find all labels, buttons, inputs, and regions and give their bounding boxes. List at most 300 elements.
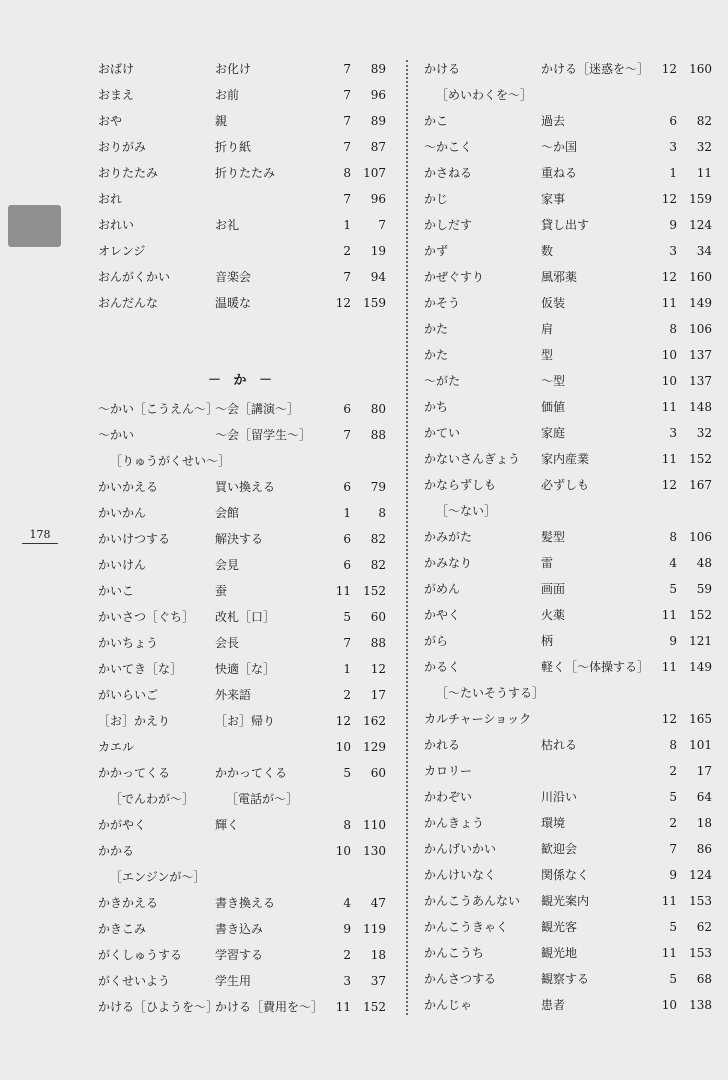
entry-kanji: 蚕	[215, 584, 228, 598]
index-entry	[424, 602, 712, 628]
entry-reading: かこ	[424, 114, 449, 128]
entry-reading: がめん	[424, 582, 461, 596]
entry-reading: ～かい［こうえん～］	[98, 402, 219, 416]
entry-kanji: 仮装	[541, 296, 566, 310]
entry-lesson: 1	[343, 662, 351, 676]
index-entry	[424, 940, 712, 966]
entry-page: 18	[370, 948, 386, 962]
entry-page: 107	[363, 166, 386, 180]
entry-reading: かた	[424, 348, 449, 362]
entry-lesson: 6	[669, 114, 677, 128]
entry-lesson: 5	[343, 766, 351, 780]
entry-reading: かた	[424, 322, 449, 336]
entry-page: 88	[370, 428, 386, 442]
entry-reading: かける［ひようを～］	[98, 1000, 219, 1014]
entry-lesson: 9	[343, 922, 351, 936]
entry-kanji: 改札［口］	[215, 610, 276, 624]
entry-page: 160	[689, 62, 712, 76]
entry-reading: かず	[424, 244, 449, 258]
left-column	[98, 56, 386, 1020]
entry-reading: かんさつする	[424, 972, 497, 986]
index-entry	[424, 550, 712, 576]
index-entry	[424, 394, 712, 420]
entry-page: 64	[696, 790, 712, 804]
entry-page: 68	[696, 972, 712, 986]
entry-lesson: 7	[343, 114, 351, 128]
entry-kanji: かける［費用を～］	[215, 1000, 324, 1014]
entry-reading: かいかん	[98, 506, 147, 520]
entry-kanji: 観光案内	[541, 894, 590, 908]
index-entry	[98, 630, 386, 656]
index-entry	[98, 108, 386, 134]
index-entry	[424, 56, 712, 82]
index-tab	[8, 205, 61, 247]
index-entry	[98, 968, 386, 994]
entry-reading: かんきょう	[424, 816, 485, 830]
entry-lesson: 9	[669, 218, 677, 232]
entry-page: 130	[363, 844, 386, 858]
entry-lesson: 12	[335, 714, 351, 728]
index-entry	[98, 134, 386, 160]
entry-kanji: 会長	[215, 636, 240, 650]
index-entry	[98, 238, 386, 264]
column-divider	[406, 60, 408, 1015]
entry-lesson: 3	[669, 426, 677, 440]
entry-lesson: 12	[335, 296, 351, 310]
entry-lesson: 10	[661, 374, 677, 388]
entry-page: 110	[363, 818, 386, 832]
index-entry	[98, 760, 386, 786]
entry-reading-note: ［～ない］	[436, 504, 497, 518]
index-entry	[98, 838, 386, 864]
entry-kanji: 患者	[541, 998, 566, 1012]
entry-kanji: 環境	[541, 816, 566, 830]
entry-reading: かいけん	[98, 558, 147, 572]
entry-reading: おんがくかい	[98, 270, 171, 284]
index-entry	[98, 864, 386, 890]
entry-kanji: 軽く［～体操する］	[541, 660, 650, 674]
entry-page: 17	[696, 764, 712, 778]
entry-lesson: 9	[669, 634, 677, 648]
index-entry	[98, 396, 386, 422]
entry-reading: かち	[424, 400, 449, 414]
entry-reading: かならずしも	[424, 478, 497, 492]
index-entry	[98, 734, 386, 760]
section-heading-ka: － か －	[207, 373, 277, 388]
entry-reading: かんこうきゃく	[424, 920, 509, 934]
index-entry	[98, 160, 386, 186]
index-entry	[424, 966, 712, 992]
entry-kanji: 過去	[541, 114, 566, 128]
entry-lesson: 3	[669, 140, 677, 154]
entry-page: 149	[689, 296, 712, 310]
entry-page: 96	[370, 192, 386, 206]
entry-kanji: ～型	[541, 374, 566, 388]
index-entry	[98, 526, 386, 552]
entry-reading: かしだす	[424, 218, 473, 232]
entry-lesson: 3	[669, 244, 677, 258]
entry-lesson: 12	[661, 192, 677, 206]
entry-kanji: 型	[541, 348, 554, 362]
entry-reading: カエル	[98, 740, 135, 754]
entry-lesson: 5	[343, 610, 351, 624]
entry-reading: ～がた	[424, 374, 461, 388]
entry-kanji: 家事	[541, 192, 566, 206]
entry-kanji: 温暖な	[215, 296, 252, 310]
entry-kanji: 折りたたみ	[215, 166, 276, 180]
entry-lesson: 12	[661, 62, 677, 76]
entry-kanji: 書き換える	[215, 896, 276, 910]
index-entry	[424, 316, 712, 342]
entry-lesson: 12	[661, 478, 677, 492]
entry-page: 137	[689, 374, 712, 388]
entry-lesson: 8	[669, 530, 677, 544]
page-number: 178	[22, 528, 58, 544]
index-entry	[424, 212, 712, 238]
entry-page: 80	[370, 402, 386, 416]
entry-page: 7	[378, 218, 386, 232]
entry-lesson: 7	[343, 428, 351, 442]
entry-kanji: 貸し出す	[541, 218, 590, 232]
entry-reading: ［お］かえり	[98, 714, 171, 728]
entry-kanji: 観察する	[541, 972, 590, 986]
index-entry	[424, 82, 712, 108]
entry-page: 149	[689, 660, 712, 674]
entry-lesson: 11	[661, 660, 677, 674]
index-entry	[424, 992, 712, 1018]
entry-lesson: 11	[335, 1000, 351, 1014]
entry-reading: かみなり	[424, 556, 473, 570]
entry-page: 82	[696, 114, 712, 128]
entry-lesson: 10	[335, 740, 351, 754]
entry-lesson: 6	[343, 480, 351, 494]
entry-lesson: 6	[343, 532, 351, 546]
index-entry	[424, 862, 712, 888]
index-entry	[98, 500, 386, 526]
entry-reading: ～かこく	[424, 140, 473, 154]
entry-lesson: 2	[343, 244, 351, 258]
entry-lesson: 11	[661, 452, 677, 466]
index-entry	[98, 82, 386, 108]
index-entry	[98, 474, 386, 500]
entry-page: 121	[689, 634, 712, 648]
index-entry	[98, 552, 386, 578]
index-entry	[98, 708, 386, 734]
entry-kanji: かける［迷惑を～］	[541, 62, 650, 76]
entry-kanji: 重ねる	[541, 166, 578, 180]
entry-reading: かいちょう	[98, 636, 159, 650]
entry-page: 124	[689, 868, 712, 882]
entry-lesson: 1	[669, 166, 677, 180]
entry-page: 96	[370, 88, 386, 102]
entry-page: 88	[370, 636, 386, 650]
entry-reading: がくせいよう	[98, 974, 171, 988]
entry-page: 153	[689, 946, 712, 960]
entry-kanji: お前	[215, 88, 240, 102]
entry-reading: かぜぐすり	[424, 270, 485, 284]
entry-lesson: 6	[343, 402, 351, 416]
entry-lesson: 11	[661, 400, 677, 414]
entry-kanji: 学生用	[215, 974, 252, 988]
entry-page: 82	[370, 558, 386, 572]
entry-kanji-note: ［電話が～］	[226, 792, 299, 806]
entry-reading: かみがた	[424, 530, 473, 544]
entry-reading: カルチャーショック	[424, 712, 532, 726]
entry-page: 79	[370, 480, 386, 494]
index-entry	[424, 914, 712, 940]
index-entry	[98, 290, 386, 316]
entry-reading: かいかえる	[98, 480, 159, 494]
entry-kanji: 書き込み	[215, 922, 264, 936]
left-entries-ka	[98, 396, 386, 1020]
entry-reading: かるく	[424, 660, 461, 674]
index-entry	[424, 784, 712, 810]
index-entry	[424, 420, 712, 446]
entry-kanji: お化け	[215, 62, 252, 76]
entry-page: 8	[378, 506, 386, 520]
entry-reading: かやく	[424, 608, 461, 622]
index-entry	[424, 238, 712, 264]
index-entry	[424, 758, 712, 784]
index-entry	[98, 786, 386, 812]
entry-page: 82	[370, 532, 386, 546]
index-entry	[98, 942, 386, 968]
index-entry	[424, 888, 712, 914]
entry-lesson: 7	[343, 192, 351, 206]
entry-lesson: 11	[661, 946, 677, 960]
entry-page: 106	[689, 322, 712, 336]
entry-kanji: 枯れる	[541, 738, 578, 752]
entry-reading: おれ	[98, 192, 123, 206]
index-entry	[424, 576, 712, 602]
entry-lesson: 5	[669, 920, 677, 934]
index-entry	[98, 812, 386, 838]
entry-reading: かそう	[424, 296, 461, 310]
entry-lesson: 12	[661, 712, 677, 726]
entry-reading: かける	[424, 62, 461, 76]
entry-kanji: 学習する	[215, 948, 264, 962]
entry-reading-note: ［めいわくを～］	[436, 88, 533, 102]
entry-lesson: 7	[343, 62, 351, 76]
entry-reading: かてい	[424, 426, 461, 440]
entry-lesson: 4	[669, 556, 677, 570]
entry-page: 18	[696, 816, 712, 830]
index-entry	[424, 498, 712, 524]
index-entry	[424, 186, 712, 212]
entry-reading-note: ［エンジンが～］	[110, 870, 206, 884]
index-entry	[424, 680, 712, 706]
entry-page: 12	[370, 662, 386, 676]
entry-reading: かわぞい	[424, 790, 473, 804]
entry-page: 62	[696, 920, 712, 934]
entry-lesson: 2	[343, 688, 351, 702]
entry-reading: かかる	[98, 844, 135, 858]
entry-page: 47	[370, 896, 386, 910]
index-entry	[98, 916, 386, 942]
entry-lesson: 8	[343, 818, 351, 832]
entry-reading: かいてき［な］	[98, 662, 183, 676]
index-entry	[424, 654, 712, 680]
entry-reading: おんだんな	[98, 296, 159, 310]
entry-reading: がら	[424, 634, 449, 648]
entry-reading: かんけいなく	[424, 868, 497, 882]
entry-reading: かんじゃ	[424, 998, 473, 1012]
entry-reading: おばけ	[98, 62, 135, 76]
entry-lesson: 7	[669, 842, 677, 856]
entry-reading: かんげいかい	[424, 842, 497, 856]
entry-reading: かじ	[424, 192, 449, 206]
entry-page: 162	[363, 714, 386, 728]
index-entry	[98, 422, 386, 448]
entry-kanji: ～会［講演～］	[215, 402, 300, 416]
entry-lesson: 11	[335, 584, 351, 598]
entry-kanji: 買い換える	[215, 480, 276, 494]
entry-page: 17	[370, 688, 386, 702]
entry-kanji: 解決する	[215, 532, 264, 546]
entry-lesson: 7	[343, 636, 351, 650]
index-entry	[424, 160, 712, 186]
entry-reading: かいさつ［ぐち］	[98, 610, 195, 624]
entry-lesson: 5	[669, 972, 677, 986]
index-entry	[98, 264, 386, 290]
entry-kanji: 価値	[541, 400, 566, 414]
entry-page: 48	[696, 556, 712, 570]
entry-page: 59	[696, 582, 712, 596]
entry-reading: ～かい	[98, 428, 135, 442]
entry-reading: かかってくる	[98, 766, 171, 780]
entry-reading: かいけつする	[98, 532, 171, 546]
index-entry	[424, 342, 712, 368]
entry-page: 152	[689, 608, 712, 622]
entry-page: 60	[370, 766, 386, 780]
entry-reading: かいこ	[98, 584, 135, 598]
entry-lesson: 4	[343, 896, 351, 910]
entry-lesson: 2	[669, 816, 677, 830]
entry-lesson: 1	[343, 506, 351, 520]
entry-page: 138	[689, 998, 712, 1012]
entry-lesson: 5	[669, 582, 677, 596]
entry-kanji: 親	[215, 114, 228, 128]
entry-kanji: 雷	[541, 556, 554, 570]
entry-page: 152	[689, 452, 712, 466]
entry-page: 89	[370, 114, 386, 128]
entry-page: 137	[689, 348, 712, 362]
entry-kanji: 肩	[541, 322, 554, 336]
entry-reading: がくしゅうする	[98, 948, 183, 962]
index-entry	[98, 890, 386, 916]
entry-kanji: 家庭	[541, 426, 566, 440]
index-entry	[424, 264, 712, 290]
entry-kanji: お礼	[215, 218, 240, 232]
entry-lesson: 8	[669, 738, 677, 752]
entry-page: 160	[689, 270, 712, 284]
right-entries	[424, 56, 712, 1018]
entry-page: 11	[696, 166, 712, 180]
entry-reading: かんこうち	[424, 946, 485, 960]
entry-page: 152	[363, 584, 386, 598]
entry-reading: おまえ	[98, 88, 135, 102]
entry-page: 60	[370, 610, 386, 624]
entry-kanji: 風邪薬	[541, 270, 578, 284]
entry-kanji: 会館	[215, 506, 240, 520]
entry-page: 165	[689, 712, 712, 726]
entry-lesson: 5	[669, 790, 677, 804]
entry-kanji: 関係なく	[541, 868, 590, 882]
entry-lesson: 8	[669, 322, 677, 336]
index-entry	[424, 134, 712, 160]
entry-page: 148	[689, 400, 712, 414]
entry-lesson: 6	[343, 558, 351, 572]
entry-kanji: 髪型	[541, 530, 566, 544]
entry-page: 159	[689, 192, 712, 206]
entry-lesson: 11	[661, 296, 677, 310]
entry-kanji: 川沿い	[541, 790, 578, 804]
index-entry	[98, 656, 386, 682]
entry-lesson: 11	[661, 894, 677, 908]
entry-reading: かきかえる	[98, 896, 159, 910]
entry-page: 89	[370, 62, 386, 76]
entry-kanji: 歓迎会	[541, 842, 578, 856]
entry-reading-note: ［りゅうがくせい～］	[110, 454, 231, 468]
entry-page: 32	[696, 140, 712, 154]
entry-reading: がいらいご	[98, 688, 159, 702]
left-entries-o	[98, 56, 386, 316]
entry-kanji: 折り紙	[215, 140, 252, 154]
entry-page: 119	[363, 922, 386, 936]
entry-page: 152	[363, 1000, 386, 1014]
entry-kanji: 会見	[215, 558, 240, 572]
entry-reading-note: ［でんわが～］	[110, 792, 195, 806]
entry-page: 124	[689, 218, 712, 232]
entry-lesson: 11	[661, 608, 677, 622]
entry-kanji: ～会［留学生～］	[215, 428, 312, 442]
entry-reading: おれい	[98, 218, 135, 232]
entry-reading-note: ［～たいそうする］	[436, 686, 545, 700]
index-entry	[424, 472, 712, 498]
index-entry	[98, 212, 386, 238]
entry-lesson: 10	[661, 998, 677, 1012]
entry-lesson: 10	[335, 844, 351, 858]
entry-reading: かきこみ	[98, 922, 147, 936]
entry-lesson: 2	[343, 948, 351, 962]
entry-reading: かないさんぎょう	[424, 452, 521, 466]
index-entry	[424, 290, 712, 316]
entry-reading: かんこうあんない	[424, 894, 521, 908]
entry-lesson: 2	[669, 764, 677, 778]
index-entry	[424, 706, 712, 732]
entry-page: 153	[689, 894, 712, 908]
entry-lesson: 7	[343, 140, 351, 154]
index-entry	[424, 368, 712, 394]
entry-lesson: 10	[661, 348, 677, 362]
entry-kanji: 観光地	[541, 946, 578, 960]
entry-page: 129	[363, 740, 386, 754]
entry-kanji: かかってくる	[215, 766, 288, 780]
entry-page: 34	[696, 244, 712, 258]
index-entry	[424, 446, 712, 472]
entry-lesson: 3	[343, 974, 351, 988]
index-entry	[98, 186, 386, 212]
index-entry	[424, 836, 712, 862]
entry-kanji: 快適［な］	[215, 662, 276, 676]
index-entry	[424, 810, 712, 836]
entry-kanji: 観光客	[541, 920, 578, 934]
entry-page: 32	[696, 426, 712, 440]
entry-lesson: 7	[343, 270, 351, 284]
entry-kanji: 家内産業	[541, 452, 590, 466]
entry-reading: おや	[98, 114, 123, 128]
index-entry	[98, 448, 386, 474]
